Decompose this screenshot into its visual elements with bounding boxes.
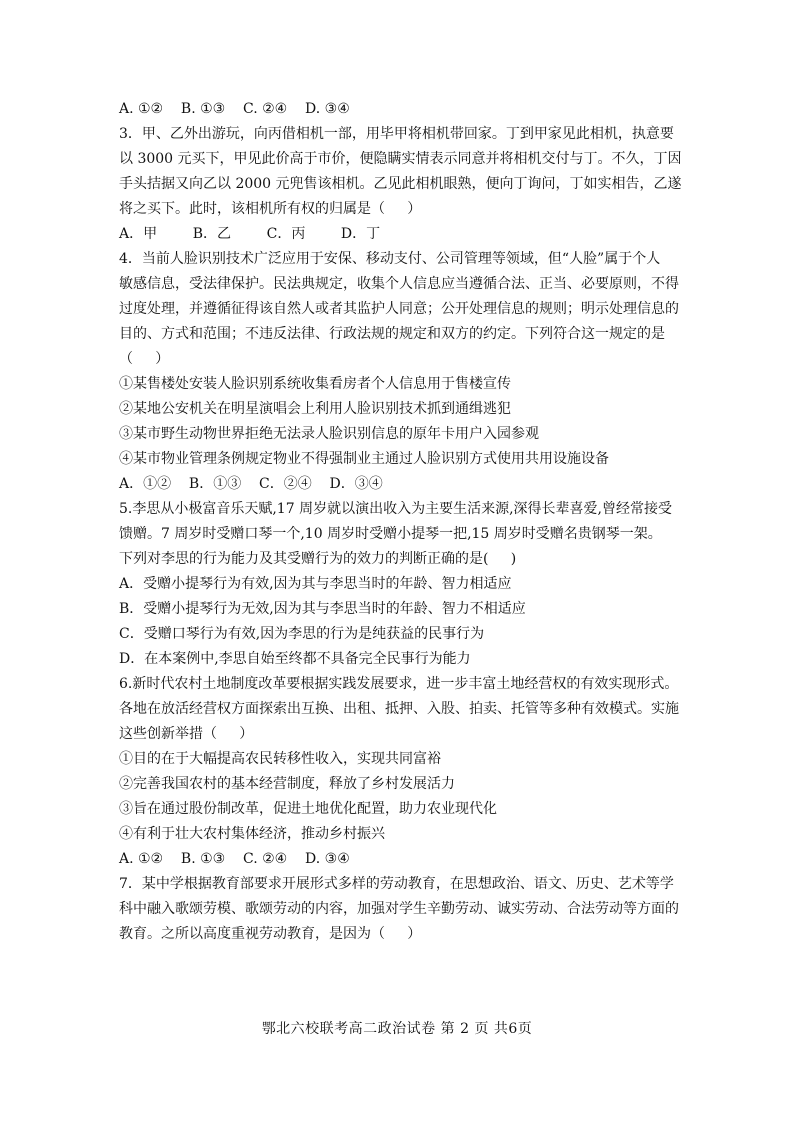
text-line: 敏感信息，受法律保护。民法典规定，收集个人信息应当遵循合法、正当、必要原则，不得 [119,276,679,292]
text-line: 6.新时代农村土地制度改革要根据实践发展要求，进一步丰富土地经营权的有效实现形式。 [119,676,679,692]
text-line: C．受赠口琴行为有效,因为李思的行为是纯获益的民事行为 [119,626,485,642]
text-line: D．在本案例中,李思自始至终都不具备完全民事行为能力 [119,651,471,667]
question-text [119,97,684,947]
text-line: 目的、方式和范围；不违反法律、行政法规的规定和双方的约定。下列符合这一规定的是 [119,326,665,342]
text-line: 以 3000 元买下，甲见此价高于市价，便隐瞒实情表示同意并将相机交付与丁。不久，丁因 [119,151,682,167]
text-line: 馈赠。7 周岁时受赠口琴一个,10 周岁时受赠小提琴一把,15 周岁时受赠名贵钢琴一架。 [119,526,662,542]
text-line: ①目的在于大幅提高农民转移性收入，实现共同富裕 [119,751,441,767]
text-line: 7．某中学根据教育部要求开展形式多样的劳动教育，在思想政治、语文、历史、艺术等学 [119,876,674,892]
text-line: ②某地公安机关在明星演唱会上利用人脸识别技术抓到通缉逃犯 [119,401,511,417]
text-line: A. ①② B. ①③ C. ②④ D. ③④ [119,101,350,117]
text-line: A．①② B．①③ C．②④ D．③④ [119,476,383,492]
text-line: 4．当前人脸识别技术广泛应用于安保、移动支付、公司管理等领域，但“人脸”属于个人 [119,251,661,267]
text-line: （ ） [119,351,170,367]
text-line: 将之买下。此时，该相机所有权的归属是（ ） [119,201,422,217]
text-line: A. ①② B. ①③ C. ②④ D. ③④ [119,851,350,867]
text-line: A．受赠小提琴行为有效,因为其与李思当时的年龄、智力相适应 [119,576,512,592]
text-line: 教育。之所以高度重视劳动教育，是因为（ ） [119,926,422,942]
text-line: 科中融入歌颂劳模、歌颂劳动的内容，加强对学生辛勤劳动、诚实劳动、合法劳动等方面的 [119,901,679,917]
text-line: 各地在放活经营权方面探索出互换、出租、抵押、入股、拍卖、托管等多种有效模式。实施 [119,701,679,717]
text-line: ①某售楼处安装人脸识别系统收集看房者个人信息用于售楼宣传 [119,376,511,392]
text-line: ④有利于壮大农村集体经济，推动乡村振兴 [119,826,385,842]
text-line: 手头拮据又向乙以 2000 元兜售该相机。乙见此相机眼熟，便向丁询问，丁如实相告，乙遂 [119,176,682,192]
text-line: 这些创新举措（ ） [119,726,254,742]
text-line: 过度处理，并遵循征得该自然人或者其监护人同意；公开处理信息的规则；明示处理信息的 [119,301,679,317]
text-line: ④某市物业管理条例规定物业不得强制业主通过人脸识别方式使用共用设施设备 [119,451,609,467]
page-footer: 鄂北六校联考高二政治试卷 第 2 页 共6页 [261,1021,533,1037]
text-line: ③旨在通过股份制改革，促进土地优化配置，助力农业现代化 [119,801,497,817]
text-line: 5.李思从小极富音乐天赋,17 周岁就以演出收入为主要生活来源,深得长辈喜爱,曾经常接受 [119,501,672,517]
text-line: ②完善我国农村的基本经营制度，释放了乡村发展活力 [119,776,455,792]
text-line: 3．甲、乙外出游玩，向丙借相机一部，用毕甲将相机带回家。丁到甲家见此相机，执意要 [119,126,674,142]
text-line: 下列对李思的行为能力及其受赠行为的效力的判断正确的是( ) [119,551,517,567]
text-line: ③某市野生动物世界拒绝无法录人脸识别信息的原年卡用户入园参观 [119,426,539,442]
text-line: B．受赠小提琴行为无效,因为其与李思当时的年龄、智力不相适应 [119,601,526,617]
text-line: A．甲 B．乙 C．丙 D．丁 [119,226,381,242]
